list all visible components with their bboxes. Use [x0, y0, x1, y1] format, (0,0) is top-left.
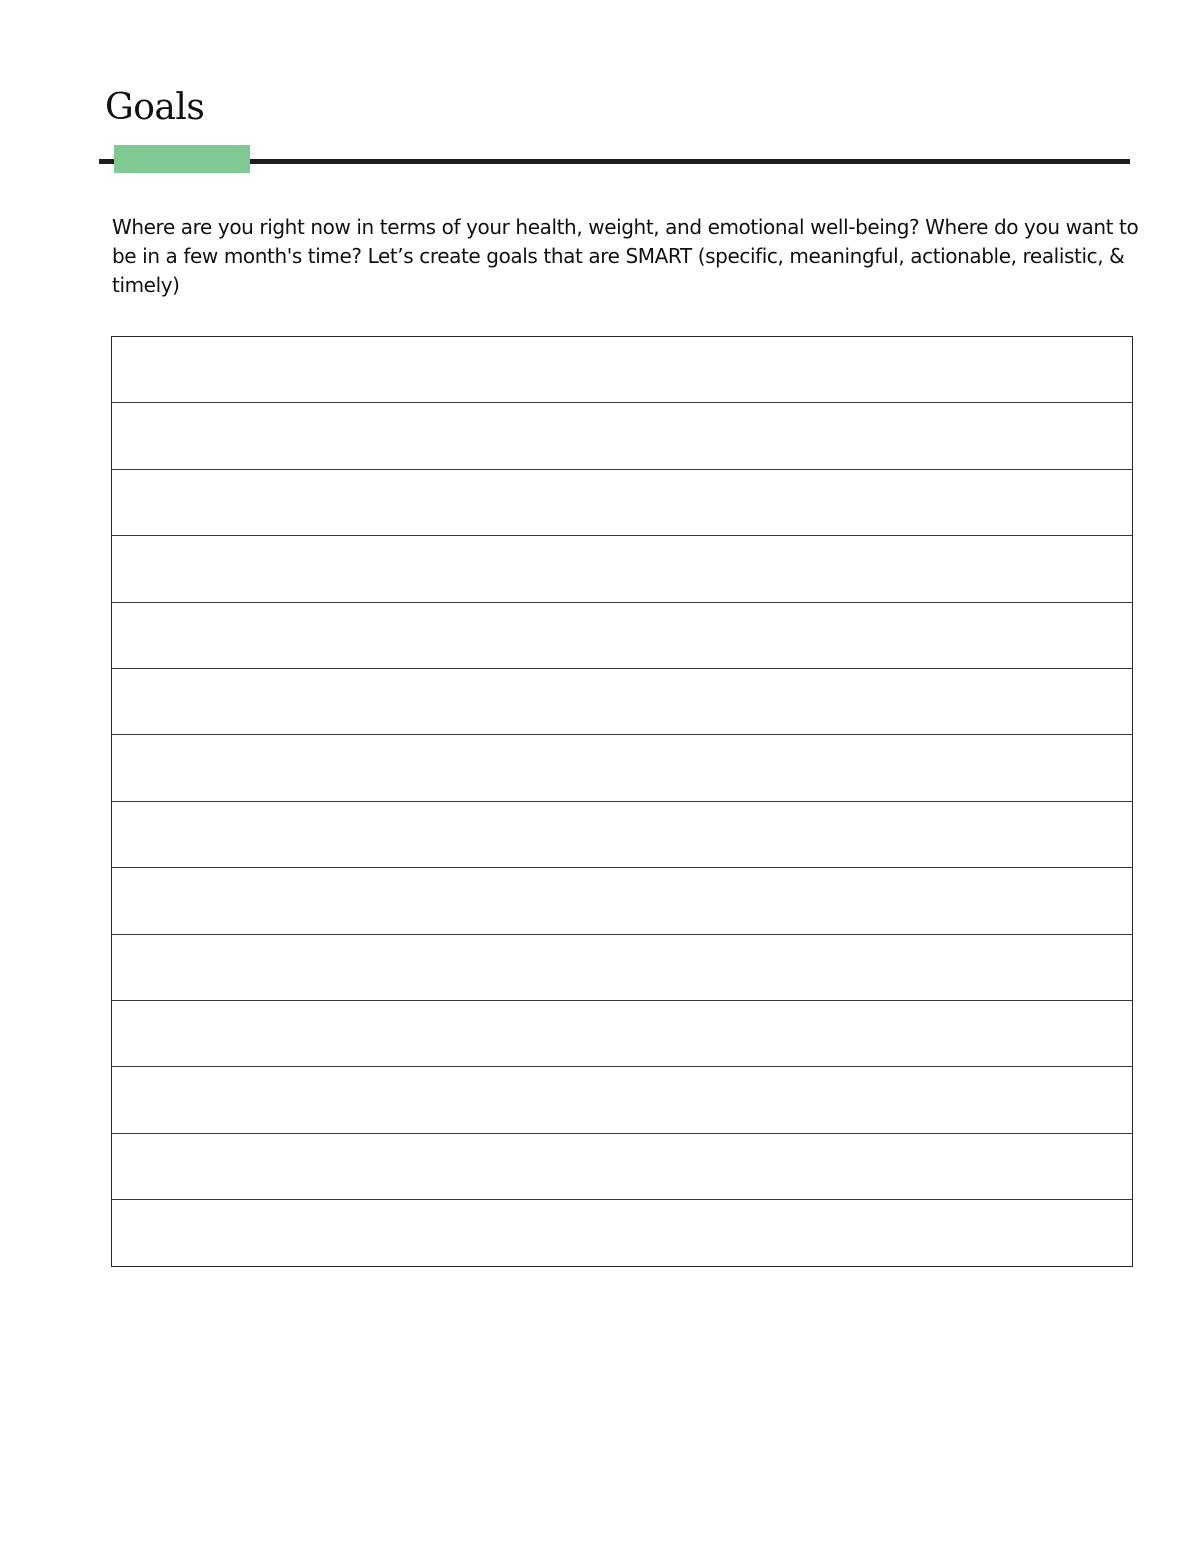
writing-line[interactable] — [112, 1001, 1132, 1067]
writing-line[interactable] — [112, 1134, 1132, 1200]
goals-writing-area — [111, 336, 1133, 1267]
page-title: Goals — [105, 87, 205, 128]
title-underline-rule — [99, 159, 1130, 164]
writing-line[interactable] — [112, 337, 1132, 403]
writing-line[interactable] — [112, 669, 1132, 735]
writing-line[interactable] — [112, 1067, 1132, 1133]
intro-prompt-text: Where are you right now in terms of your health, weight, and emotional well-being? Where do you want to be in a few month's time? Let’s create goals that are SMART (specific, meaningful, actionable, realistic, & timely) — [112, 215, 1139, 297]
writing-line[interactable] — [112, 470, 1132, 536]
writing-line[interactable] — [112, 802, 1132, 868]
writing-line[interactable] — [112, 735, 1132, 801]
writing-line[interactable] — [112, 935, 1132, 1001]
writing-line[interactable] — [112, 536, 1132, 602]
writing-line[interactable] — [112, 868, 1132, 934]
writing-line[interactable] — [112, 1200, 1132, 1266]
writing-line[interactable] — [112, 403, 1132, 469]
writing-line[interactable] — [112, 603, 1132, 669]
title-accent-bar — [114, 145, 250, 173]
